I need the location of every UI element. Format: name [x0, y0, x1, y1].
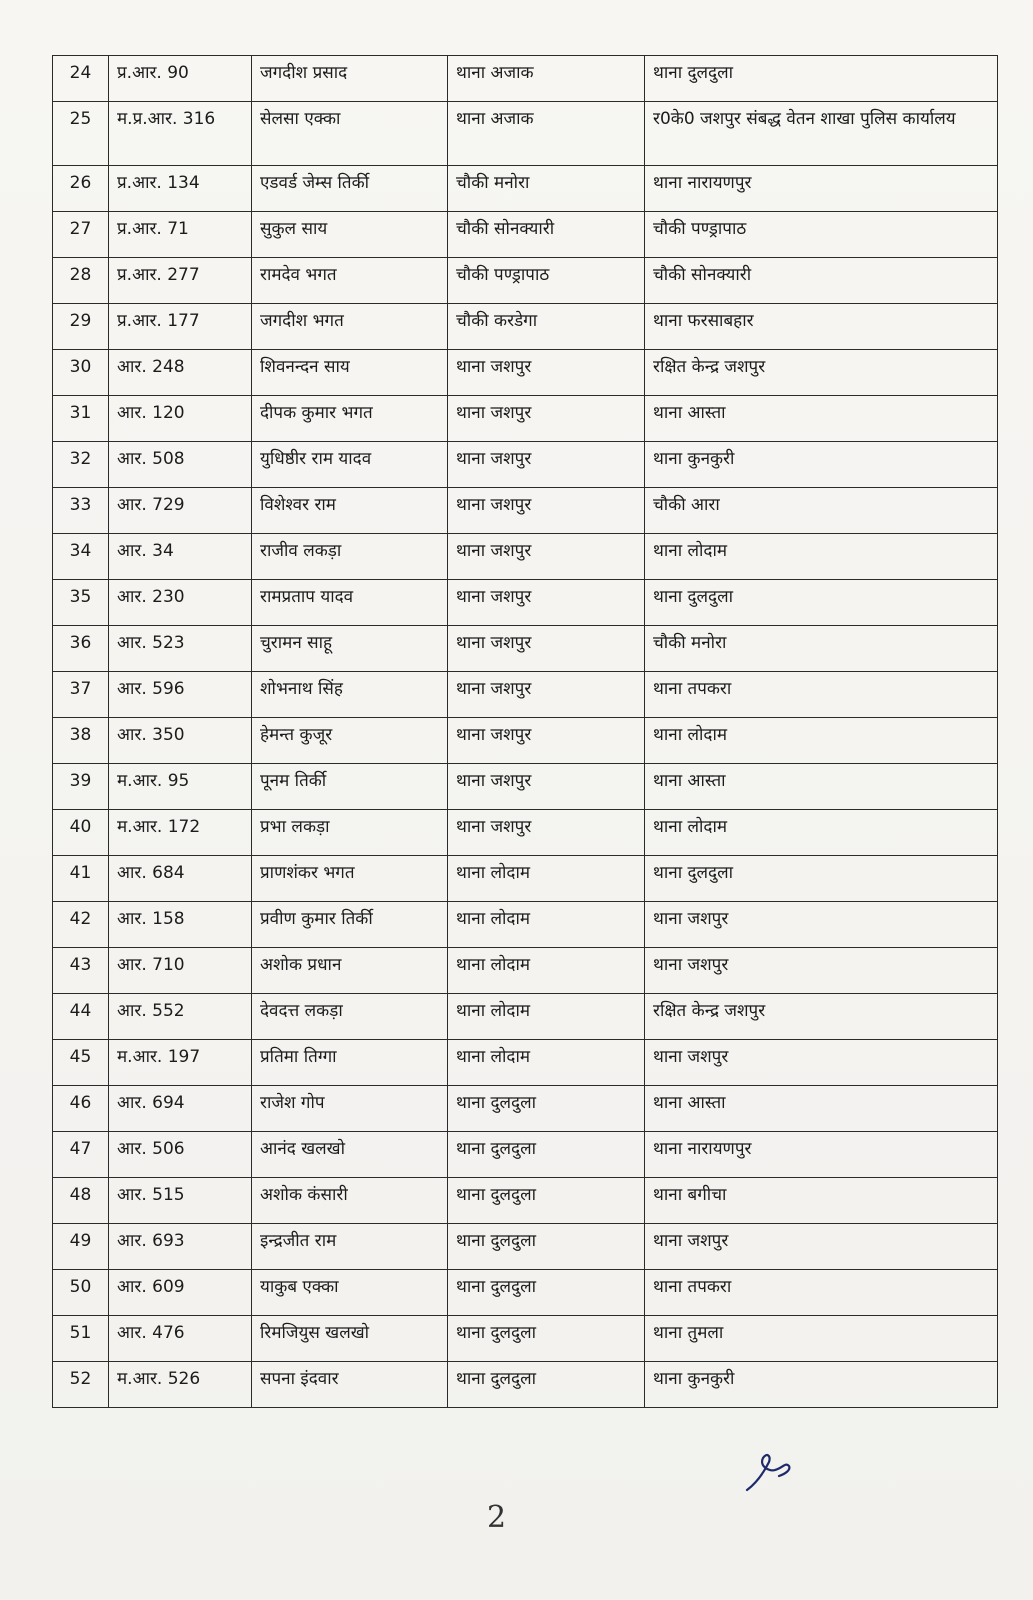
new-posting-cell: थाना बगीचा [645, 1178, 998, 1224]
serial-number-cell: 29 [53, 304, 109, 350]
new-posting-cell: थाना कुनकुरी [645, 442, 998, 488]
name-cell: पूनम तिर्की [252, 764, 448, 810]
name-cell: प्रभा लकड़ा [252, 810, 448, 856]
name-cell: देवदत्त लकड़ा [252, 994, 448, 1040]
table-row [53, 718, 998, 764]
new-posting-cell: थाना नारायणपुर [645, 166, 998, 212]
page-number: 2 [487, 1500, 507, 1535]
serial-number-cell: 41 [53, 856, 109, 902]
name-cell: रिमजियुस खलखो [252, 1316, 448, 1362]
current-posting-cell: थाना लोदाम [448, 856, 645, 902]
current-posting-cell: थाना लोदाम [448, 902, 645, 948]
serial-number-cell: 26 [53, 166, 109, 212]
new-posting-cell: रक्षित केन्द्र जशपुर [645, 994, 998, 1040]
signature-mark [745, 1448, 805, 1498]
name-cell: राजीव लकड़ा [252, 534, 448, 580]
current-posting-cell: थाना दुलदुला [448, 1132, 645, 1178]
serial-number-cell: 38 [53, 718, 109, 764]
current-posting-cell: थाना अजाक [448, 102, 645, 166]
constable-number-cell: प्र.आर. 277 [109, 258, 252, 304]
current-posting-cell: थाना दुलदुला [448, 1316, 645, 1362]
new-posting-cell: चौकी मनोरा [645, 626, 998, 672]
constable-number-cell: आर. 476 [109, 1316, 252, 1362]
current-posting-cell: थाना जशपुर [448, 810, 645, 856]
constable-number-cell: म.आर. 197 [109, 1040, 252, 1086]
current-posting-cell: चौकी करडेगा [448, 304, 645, 350]
table-row [53, 534, 998, 580]
new-posting-cell: थाना लोदाम [645, 810, 998, 856]
serial-number-cell: 27 [53, 212, 109, 258]
name-cell: शिवनन्दन साय [252, 350, 448, 396]
transfer-table [52, 55, 998, 1408]
table-row [53, 764, 998, 810]
table-row [53, 102, 998, 166]
current-posting-cell: थाना दुलदुला [448, 1362, 645, 1408]
table-row [53, 304, 998, 350]
new-posting-cell: थाना जशपुर [645, 902, 998, 948]
serial-number-cell: 36 [53, 626, 109, 672]
current-posting-cell: चौकी पण्ड्रापाठ [448, 258, 645, 304]
table-row [53, 902, 998, 948]
table-row [53, 580, 998, 626]
name-cell: विशेश्वर राम [252, 488, 448, 534]
table-row [53, 1224, 998, 1270]
new-posting-cell: थाना तुमला [645, 1316, 998, 1362]
serial-number-cell: 24 [53, 56, 109, 102]
serial-number-cell: 32 [53, 442, 109, 488]
serial-number-cell: 44 [53, 994, 109, 1040]
constable-number-cell: आर. 710 [109, 948, 252, 994]
name-cell: दीपक कुमार भगत [252, 396, 448, 442]
name-cell: रामप्रताप यादव [252, 580, 448, 626]
serial-number-cell: 33 [53, 488, 109, 534]
constable-number-cell: प्र.आर. 134 [109, 166, 252, 212]
new-posting-cell: थाना लोदाम [645, 718, 998, 764]
new-posting-cell: थाना दुलदुला [645, 580, 998, 626]
table-row [53, 396, 998, 442]
table-row [53, 1086, 998, 1132]
transfer-table-body [53, 56, 998, 1408]
constable-number-cell: आर. 552 [109, 994, 252, 1040]
constable-number-cell: म.आर. 526 [109, 1362, 252, 1408]
current-posting-cell: थाना लोदाम [448, 994, 645, 1040]
current-posting-cell: थाना लोदाम [448, 948, 645, 994]
name-cell: युधिष्ठीर राम यादव [252, 442, 448, 488]
constable-number-cell: आर. 34 [109, 534, 252, 580]
current-posting-cell: थाना दुलदुला [448, 1270, 645, 1316]
table-row [53, 166, 998, 212]
table-row [53, 350, 998, 396]
new-posting-cell: थाना लोदाम [645, 534, 998, 580]
serial-number-cell: 39 [53, 764, 109, 810]
table-row [53, 1316, 998, 1362]
current-posting-cell: थाना अजाक [448, 56, 645, 102]
serial-number-cell: 31 [53, 396, 109, 442]
new-posting-cell: थाना जशपुर [645, 1224, 998, 1270]
constable-number-cell: आर. 729 [109, 488, 252, 534]
new-posting-cell: र0के0 जशपुर संबद्ध वेतन शाखा पुलिस कार्यालय [645, 102, 998, 166]
table-row [53, 488, 998, 534]
name-cell: राजेश गोप [252, 1086, 448, 1132]
table-row [53, 1040, 998, 1086]
constable-number-cell: आर. 120 [109, 396, 252, 442]
name-cell: आनंद खलखो [252, 1132, 448, 1178]
constable-number-cell: आर. 523 [109, 626, 252, 672]
constable-number-cell: आर. 230 [109, 580, 252, 626]
constable-number-cell: म.आर. 95 [109, 764, 252, 810]
new-posting-cell: थाना आस्ता [645, 396, 998, 442]
current-posting-cell: थाना लोदाम [448, 1040, 645, 1086]
name-cell: एडवर्ड जेम्स तिर्की [252, 166, 448, 212]
constable-number-cell: आर. 515 [109, 1178, 252, 1224]
name-cell: अशोक कंसारी [252, 1178, 448, 1224]
new-posting-cell: थाना आस्ता [645, 764, 998, 810]
serial-number-cell: 25 [53, 102, 109, 166]
table-row [53, 856, 998, 902]
table-row [53, 994, 998, 1040]
table-row [53, 1270, 998, 1316]
current-posting-cell: थाना जशपुर [448, 626, 645, 672]
serial-number-cell: 48 [53, 1178, 109, 1224]
serial-number-cell: 46 [53, 1086, 109, 1132]
current-posting-cell: थाना जशपुर [448, 580, 645, 626]
current-posting-cell: थाना जशपुर [448, 442, 645, 488]
name-cell: रामदेव भगत [252, 258, 448, 304]
current-posting-cell: थाना दुलदुला [448, 1178, 645, 1224]
constable-number-cell: आर. 248 [109, 350, 252, 396]
serial-number-cell: 30 [53, 350, 109, 396]
constable-number-cell: आर. 694 [109, 1086, 252, 1132]
constable-number-cell: आर. 508 [109, 442, 252, 488]
current-posting-cell: थाना जशपुर [448, 672, 645, 718]
current-posting-cell: चौकी सोनक्यारी [448, 212, 645, 258]
new-posting-cell: थाना दुलदुला [645, 856, 998, 902]
new-posting-cell: थाना नारायणपुर [645, 1132, 998, 1178]
table-row [53, 1132, 998, 1178]
table-row [53, 1362, 998, 1408]
constable-number-cell: म.प्र.आर. 316 [109, 102, 252, 166]
new-posting-cell: चौकी पण्ड्रापाठ [645, 212, 998, 258]
new-posting-cell: थाना जशपुर [645, 948, 998, 994]
constable-number-cell: प्र.आर. 90 [109, 56, 252, 102]
serial-number-cell: 37 [53, 672, 109, 718]
serial-number-cell: 40 [53, 810, 109, 856]
serial-number-cell: 52 [53, 1362, 109, 1408]
name-cell: शोभनाथ सिंह [252, 672, 448, 718]
current-posting-cell: थाना जशपुर [448, 718, 645, 764]
serial-number-cell: 43 [53, 948, 109, 994]
table-row [53, 626, 998, 672]
serial-number-cell: 42 [53, 902, 109, 948]
current-posting-cell: थाना दुलदुला [448, 1086, 645, 1132]
new-posting-cell: थाना कुनकुरी [645, 1362, 998, 1408]
current-posting-cell: थाना जशपुर [448, 764, 645, 810]
name-cell: प्रतिमा तिग्गा [252, 1040, 448, 1086]
constable-number-cell: आर. 609 [109, 1270, 252, 1316]
table-row [53, 948, 998, 994]
name-cell: सपना इंदवार [252, 1362, 448, 1408]
serial-number-cell: 47 [53, 1132, 109, 1178]
name-cell: इन्द्रजीत राम [252, 1224, 448, 1270]
serial-number-cell: 34 [53, 534, 109, 580]
constable-number-cell: आर. 158 [109, 902, 252, 948]
serial-number-cell: 28 [53, 258, 109, 304]
current-posting-cell: थाना जशपुर [448, 396, 645, 442]
name-cell: चुरामन साहू [252, 626, 448, 672]
serial-number-cell: 50 [53, 1270, 109, 1316]
name-cell: प्राणशंकर भगत [252, 856, 448, 902]
new-posting-cell: थाना आस्ता [645, 1086, 998, 1132]
constable-number-cell: प्र.आर. 71 [109, 212, 252, 258]
table-row [53, 258, 998, 304]
constable-number-cell: आर. 684 [109, 856, 252, 902]
new-posting-cell: रक्षित केन्द्र जशपुर [645, 350, 998, 396]
name-cell: हेमन्त कुजूर [252, 718, 448, 764]
current-posting-cell: थाना जशपुर [448, 350, 645, 396]
constable-number-cell: आर. 506 [109, 1132, 252, 1178]
serial-number-cell: 49 [53, 1224, 109, 1270]
table-row [53, 442, 998, 488]
new-posting-cell: चौकी सोनक्यारी [645, 258, 998, 304]
constable-number-cell: आर. 693 [109, 1224, 252, 1270]
constable-number-cell: आर. 596 [109, 672, 252, 718]
name-cell: सेलसा एक्का [252, 102, 448, 166]
current-posting-cell: थाना जशपुर [448, 488, 645, 534]
table-row [53, 56, 998, 102]
serial-number-cell: 35 [53, 580, 109, 626]
new-posting-cell: चौकी आरा [645, 488, 998, 534]
table-row [53, 1178, 998, 1224]
table-row [53, 672, 998, 718]
new-posting-cell: थाना तपकरा [645, 672, 998, 718]
current-posting-cell: चौकी मनोरा [448, 166, 645, 212]
new-posting-cell: थाना जशपुर [645, 1040, 998, 1086]
constable-number-cell: म.आर. 172 [109, 810, 252, 856]
name-cell: सुकुल साय [252, 212, 448, 258]
current-posting-cell: थाना दुलदुला [448, 1224, 645, 1270]
new-posting-cell: थाना फरसाबहार [645, 304, 998, 350]
new-posting-cell: थाना तपकरा [645, 1270, 998, 1316]
name-cell: याकुब एक्का [252, 1270, 448, 1316]
serial-number-cell: 51 [53, 1316, 109, 1362]
constable-number-cell: प्र.आर. 177 [109, 304, 252, 350]
name-cell: अशोक प्रधान [252, 948, 448, 994]
new-posting-cell: थाना दुलदुला [645, 56, 998, 102]
constable-number-cell: आर. 350 [109, 718, 252, 764]
name-cell: प्रवीण कुमार तिर्की [252, 902, 448, 948]
current-posting-cell: थाना जशपुर [448, 534, 645, 580]
serial-number-cell: 45 [53, 1040, 109, 1086]
table-row [53, 810, 998, 856]
name-cell: जगदीश भगत [252, 304, 448, 350]
name-cell: जगदीश प्रसाद [252, 56, 448, 102]
table-row [53, 212, 998, 258]
